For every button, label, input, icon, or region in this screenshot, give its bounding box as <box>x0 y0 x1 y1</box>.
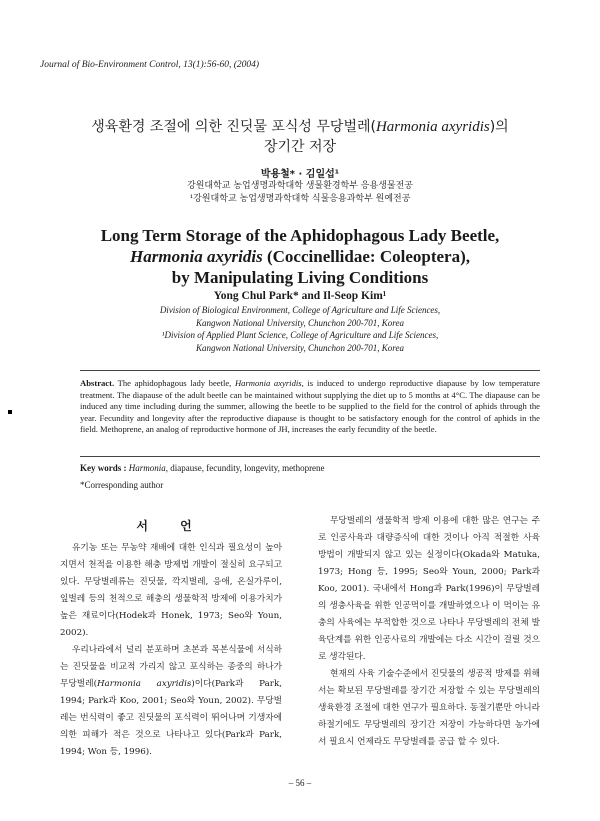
keywords-list: , diapause, fecundity, longevity, methoprene <box>165 463 325 473</box>
body-paragraph: 유기농 또는 무농약 재배에 대한 인식과 필요성이 높아지면서 천적을 이용한 해충 방제법 개발이 절실히 요구되고 있다. 무당벌레류는 진딧물, 깍지벌레, 응애, 온실가루이, 잎벌레 등의 천적으로 해충의 생물학적 방제에 이용가치가 높은 재료이다(Hodek과 Honek, 1973; Seo와 Youn, 2002). <box>60 543 282 638</box>
english-title-family: (Coccinellidae: Coleoptera), <box>262 247 470 266</box>
journal-citation: Journal of Bio-Environment Control, 13(1):56-60, (2004) <box>40 60 260 70</box>
english-affiliation-line: ¹Division of Applied Plant Science, College of Agriculture and Life Sciences, <box>161 330 439 340</box>
english-title-species: Harmonia axyridis <box>130 247 263 266</box>
abstract-top-rule <box>80 370 540 371</box>
korean-affiliation-2: ¹강원대학교 농업생명과학대학 식물응용과학부 원예전공 <box>189 194 411 204</box>
body-species: Harmonia axyridis <box>96 679 192 689</box>
english-title <box>0 225 600 288</box>
korean-title-species: Harmonia axyridis <box>375 119 490 135</box>
korean-authors: 박용철* · 김일섭¹ <box>260 169 340 180</box>
english-affiliation-line: Division of Biological Environment, College of Agriculture and Life Sciences, <box>159 305 441 315</box>
english-affiliation-line: Kangwon National University, Chunchon 200-701, Korea <box>196 317 404 328</box>
abstract-species: Harmonia axyridis <box>234 378 302 388</box>
body-column-left <box>60 540 282 761</box>
korean-affiliation-1: 강원대학교 농업생명과학대학 생물환경학부 응용생물전공 <box>187 181 413 191</box>
abstract-label: Abstract. <box>80 378 115 388</box>
page-number: – 56 – <box>288 778 312 788</box>
body-column-right <box>318 513 540 751</box>
english-affiliations <box>0 304 600 354</box>
korean-title-text: 생육환경 조절에 의한 진딧물 포식성 무당벌레( <box>91 119 376 135</box>
corresponding-author-note: *Corresponding author <box>80 480 164 490</box>
body-paragraph: 무당벌레의 생물학적 방제 이용에 대한 많은 연구는 주로 인공사육과 대량증식에 대한 것이나 아직 적절한 사육 방법이 개발되지 않고 있는 실정이다(Okada와 Matuka, 1973; Hong 등, 1995; Seo와 Youn, 2000; Park과 Koo, 2001). 국내에서 Hong과 Park(1996)이 무당벌레의 생충사육을 위한 인공먹이를 개발하였으나 이 먹이는 유충의 사육에는 부적합한 것으로 나타나 무당벌레의 전체 발육단계를 위한 인공사료의 개발에는 다소 시간이 걸릴 것으로 생각된다. <box>318 516 540 662</box>
korean-title-line1 <box>0 118 600 137</box>
abstract-text: , is induced to undergo reproductive diapause by low temperature treatment. The diapause of the adult beetle can be maintained without supplying the diet up to 5 months at 4°C. The diapause can be induced any time including during the summer, allowing the beetle to be supplied to the field for the control of aphids through the year. Fecundity and longevity after the reproductive diapause is thought to be satisfactory enough for the control of aphids in the field. Methoprene, an analog of reproductive hormone of JH, increases the early fecundity of the beetle. <box>80 378 540 435</box>
body-paragraph <box>60 642 282 761</box>
scan-mark <box>8 410 12 414</box>
body-paragraph: 현재의 사육 기술수준에서 진딧물의 생공적 방제를 위해서는 확보된 무당벌레를 장기간 저장할 수 있는 무당벌레의 생육환경 조절에 대한 연구가 필요하다. 동절기뿐만 아니라 하절기에도 무당벌레의 장기간 저장이 가능하다면 농가에서 필요시 언제라도 무당벌레를 공급 할 수 있다. <box>318 669 540 747</box>
english-title-line1: Long Term Storage of the Aphidophagous Lady Beetle, <box>100 226 500 245</box>
abstract-bottom-rule <box>80 456 540 457</box>
abstract <box>80 378 540 436</box>
english-authors: Yong Chul Park* and Il-Seop Kim¹ <box>213 290 387 302</box>
abstract-text: The aphidophagous lady beetle, <box>114 378 235 388</box>
english-title-line3: by Manipulating Living Conditions <box>171 268 429 287</box>
korean-title-line2: 장기간 저장 <box>263 139 337 155</box>
korean-title-suffix: )의 <box>489 119 509 135</box>
keywords-species: Harmonia <box>128 463 166 473</box>
english-affiliation-line: Kangwon National University, Chunchon 200-701, Korea <box>196 342 404 353</box>
keywords-label: Key words : <box>80 463 129 473</box>
section-heading: 서 언 <box>136 519 206 533</box>
keywords <box>80 463 540 473</box>
body-text: )이다(Park과 Park, 1994; Park과 Koo, 2001; Seo와 Youn, 2002). 무당벌레는 번식력이 좋고 진딧물의 포식력이 뛰어나며 기생자에 의한 피해가 적은 것으로 나타나고 있다(Park과 Park, 1994; Won 등, 1996). <box>60 679 282 757</box>
english-title-line2 <box>0 246 600 267</box>
body-text: 우리나라에서 널리 분포하며 초본과 목본식물에 서식하는 진딧물을 비교적 가리지 않고 포식하는 종중의 하나가 무당벌레( <box>60 645 282 689</box>
